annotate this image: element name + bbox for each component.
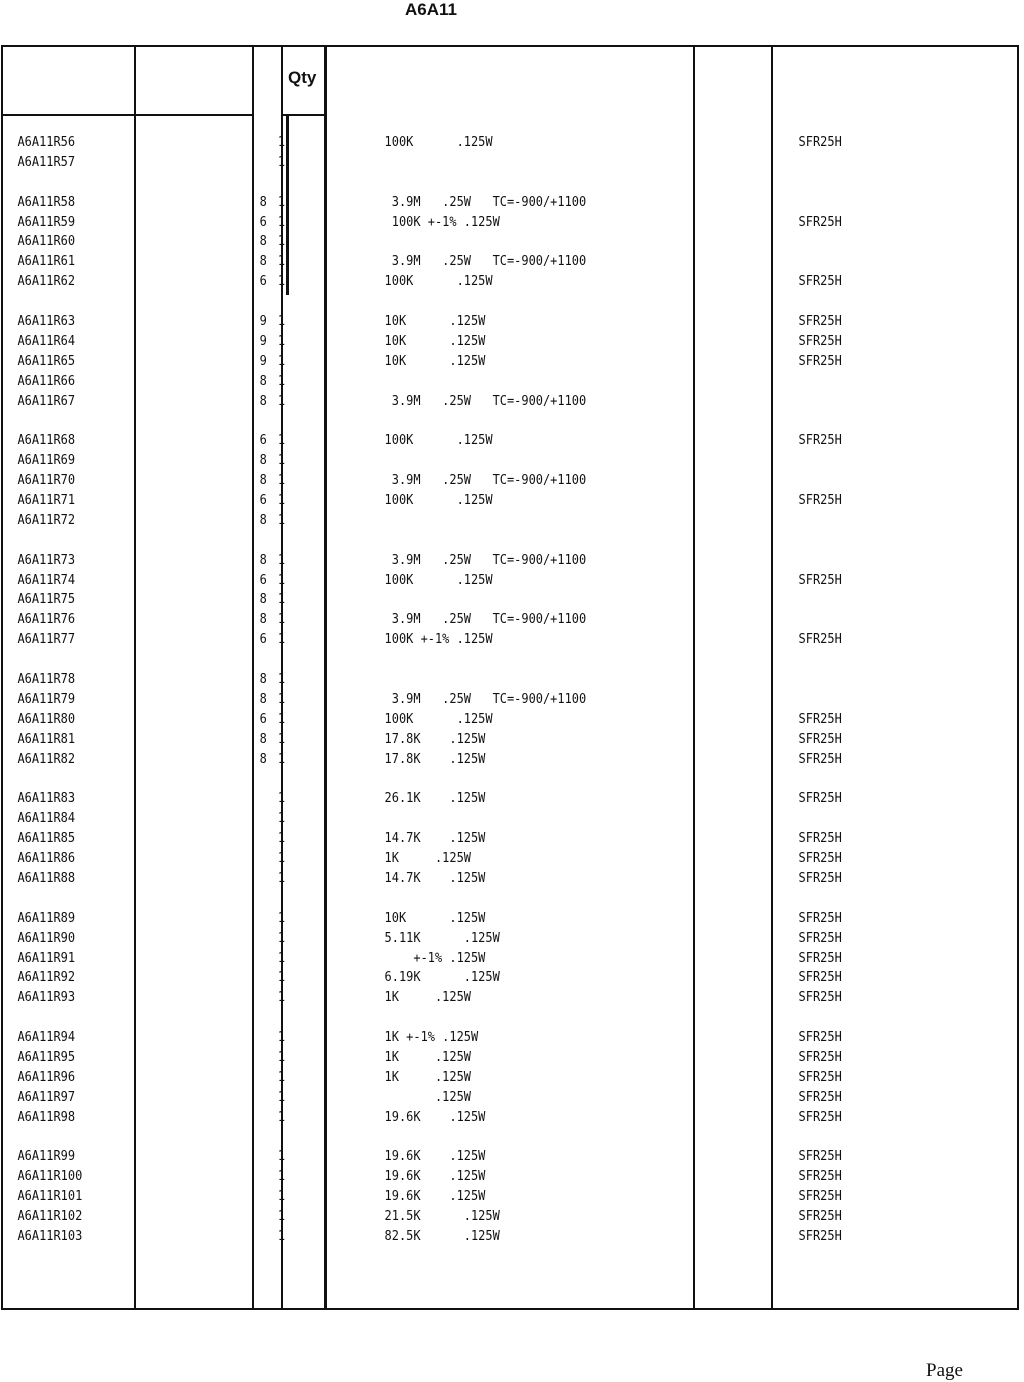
mfr-part-number: SFR25H [798,433,842,449]
mfr-part-number: SFR25H [798,711,842,727]
ref-designator: A6A11R72 [17,512,76,528]
description: 1K +-1% .125W [384,1030,479,1046]
ref-designator: A6A11R90 [17,930,76,946]
mfr-part-number: SFR25H [798,1089,842,1105]
quantity: 1 [277,254,286,270]
ref-designator: A6A11R64 [17,333,76,349]
header-rule [3,114,252,116]
table-row [0,590,942,610]
quantity: 1 [277,453,286,469]
table-row [0,988,942,1008]
mfr-part-number: SFR25H [798,910,842,926]
ref-designator: A6A11R65 [17,353,76,369]
description: 82.5K .125W [384,1228,500,1244]
description: 14.7K .125W [384,831,486,847]
quantity: 1 [277,990,286,1006]
check-digit: 8 [259,373,267,389]
check-digit: 8 [259,672,267,688]
table-row [0,312,942,332]
quantity: 1 [277,552,286,568]
quantity: 1 [277,791,286,807]
check-digit: 6 [259,433,267,449]
quantity: 1 [277,592,286,608]
table-row [0,1028,942,1048]
quantity: 1 [277,234,286,250]
table-row [0,431,942,451]
parts-list [0,133,1024,1247]
ref-designator: A6A11R74 [17,572,76,588]
ref-designator: A6A11R77 [17,632,76,648]
check-digit: 8 [259,393,267,409]
check-digit: 8 [259,254,267,270]
mfr-part-number: SFR25H [798,1189,842,1205]
check-digit: 6 [259,711,267,727]
description: 10K .125W [384,314,486,330]
ref-designator: A6A11R81 [17,731,76,747]
table-row [0,1227,942,1247]
table-row [0,690,942,710]
ref-designator: A6A11R56 [17,135,76,150]
ref-designator: A6A11R63 [17,314,76,330]
quantity: 1 [277,811,286,827]
description: +-1% .125W [384,950,486,966]
mfr-part-number: SFR25H [798,1109,842,1125]
check-digit: 6 [259,572,267,588]
quantity: 1 [277,970,286,986]
description: 3.9M .25W TC=-900/+1100 [384,612,587,628]
quantity: 1 [277,393,286,409]
description: 3.9M .25W TC=-900/+1100 [384,473,587,489]
table-row [0,133,942,153]
description: 100K +-1% .125W [384,214,500,230]
ref-designator: A6A11R57 [17,154,76,170]
quantity: 1 [277,1030,286,1046]
table-row [0,949,942,969]
table-row [0,770,942,790]
mfr-part-number: SFR25H [798,314,842,330]
table-row [0,610,942,630]
mfr-part-number: SFR25H [798,1169,842,1185]
check-digit: 8 [259,592,267,608]
quantity: 1 [277,851,286,867]
ref-designator: A6A11R69 [17,453,76,469]
ref-designator: A6A11R91 [17,950,76,966]
table-row [0,1008,942,1028]
table-row [0,292,942,312]
quantity: 1 [277,870,286,886]
ref-designator: A6A11R94 [17,1030,76,1046]
table-row [0,571,942,591]
quantity: 1 [277,1109,286,1125]
ref-designator: A6A11R84 [17,811,76,827]
mfr-part-number: SFR25H [798,1228,842,1244]
quantity: 1 [277,154,286,170]
mfr-part-number: SFR25H [798,493,842,509]
check-digit: 8 [259,751,267,767]
description: 100K .125W [384,572,493,588]
mfr-part-number: SFR25H [798,950,842,966]
description: 19.6K .125W [384,1149,486,1165]
description: 17.8K .125W [384,751,486,767]
page-title: A6A11 [405,0,457,19]
table-row [0,392,942,412]
check-digit: 9 [259,333,267,349]
table-row [0,750,942,770]
mfr-part-number: SFR25H [798,870,842,886]
table-row [0,1147,942,1167]
ref-designator: A6A11R100 [17,1169,83,1185]
description: 100K .125W [384,493,493,509]
description: 10K .125W [384,910,486,926]
check-digit: 8 [259,234,267,250]
table-row [0,789,942,809]
table-row [0,531,942,551]
description: 6.19K .125W [384,970,500,986]
table-row [0,252,942,272]
quantity: 1 [277,672,286,688]
quantity: 1 [277,950,286,966]
description: 14.7K .125W [384,870,486,886]
quantity: 1 [277,274,286,290]
ref-designator: A6A11R96 [17,1069,76,1085]
ref-designator: A6A11R76 [17,612,76,628]
description: 3.9M .25W TC=-900/+1100 [384,552,587,568]
qty-column-header: Qty [288,68,317,87]
table-row [0,829,942,849]
description: 100K .125W [384,711,493,727]
mfr-part-number: SFR25H [798,831,842,847]
quantity: 1 [277,473,286,489]
mfr-part-number: SFR25H [798,1030,842,1046]
mfr-part-number: SFR25H [798,353,842,369]
description: 26.1K .125W [384,791,486,807]
table-row [0,411,942,431]
quantity: 1 [277,135,286,150]
check-digit: 6 [259,214,267,230]
table-row [0,1128,942,1148]
quantity: 1 [277,691,286,707]
ref-designator: A6A11R83 [17,791,76,807]
description: 1K .125W [384,1049,471,1065]
ref-designator: A6A11R88 [17,870,76,886]
quantity: 1 [277,910,286,926]
description: 5.11K .125W [384,930,500,946]
table-row [0,511,942,531]
ref-designator: A6A11R98 [17,1109,76,1125]
ref-designator: A6A11R67 [17,393,76,409]
table-row [0,173,942,193]
ref-designator: A6A11R99 [17,1149,76,1165]
quantity: 1 [277,333,286,349]
mfr-part-number: SFR25H [798,274,842,290]
table-row [0,670,942,690]
table-row [0,809,942,829]
ref-designator: A6A11R82 [17,751,76,767]
quantity: 1 [277,493,286,509]
table-row [0,730,942,750]
ref-designator: A6A11R80 [17,711,76,727]
ref-designator: A6A11R92 [17,970,76,986]
ref-designator: A6A11R85 [17,831,76,847]
check-digit: 6 [259,274,267,290]
table-row [0,153,942,173]
description: 1K .125W [384,990,471,1006]
mfr-part-number: SFR25H [798,1069,842,1085]
mfr-part-number: SFR25H [798,990,842,1006]
ref-designator: A6A11R66 [17,373,76,389]
check-digit: 8 [259,612,267,628]
ref-designator: A6A11R86 [17,851,76,867]
description: 10K .125W [384,353,486,369]
description: 100K +-1% .125W [384,632,493,648]
mfr-part-number: SFR25H [798,333,842,349]
ref-designator: A6A11R103 [17,1228,83,1244]
check-digit: 8 [259,731,267,747]
quantity: 1 [277,373,286,389]
table-row [0,1187,942,1207]
mfr-part-number: SFR25H [798,970,842,986]
table-row [0,1088,942,1108]
ref-designator: A6A11R79 [17,691,76,707]
quantity: 1 [277,353,286,369]
ref-designator: A6A11R75 [17,592,76,608]
ref-designator: A6A11R58 [17,194,76,210]
check-digit: 9 [259,314,267,330]
check-digit: 8 [259,194,267,210]
mfr-part-number: SFR25H [798,1049,842,1065]
check-digit: 9 [259,353,267,369]
description: 19.6K .125W [384,1169,486,1185]
description: 1K .125W [384,1069,471,1085]
mfr-part-number: SFR25H [798,731,842,747]
check-digit: 6 [259,493,267,509]
ref-designator: A6A11R59 [17,214,76,230]
table-row [0,1068,942,1088]
ref-designator: A6A11R62 [17,274,76,290]
quantity: 1 [277,1189,286,1205]
ref-designator: A6A11R71 [17,493,76,509]
quantity: 1 [277,1149,286,1165]
quantity: 1 [277,711,286,727]
description: 10K .125W [384,333,486,349]
description: 1K .125W [384,851,471,867]
description: 100K .125W [384,433,493,449]
table-row [0,352,942,372]
table-row [0,710,942,730]
ref-designator: A6A11R93 [17,990,76,1006]
quantity: 1 [277,1209,286,1225]
ref-designator: A6A11R102 [17,1209,83,1225]
table-row [0,451,942,471]
ref-designator: A6A11R97 [17,1089,76,1105]
quantity: 1 [277,731,286,747]
table-row [0,630,942,650]
table-row [0,1108,942,1128]
table-row [0,1207,942,1227]
description: 100K .125W [384,274,493,290]
table-row [0,372,942,392]
table-row [0,889,942,909]
ref-designator: A6A11R78 [17,672,76,688]
ref-designator: A6A11R60 [17,234,76,250]
table-row [0,968,942,988]
mfr-part-number: SFR25H [798,214,842,230]
mfr-part-number: SFR25H [798,751,842,767]
description: 21.5K .125W [384,1209,500,1225]
table-row [0,551,942,571]
check-digit: 8 [259,552,267,568]
ref-designator: A6A11R68 [17,433,76,449]
mfr-part-number: SFR25H [798,791,842,807]
header-rule [282,114,324,116]
table-row [0,471,942,491]
ref-designator: A6A11R73 [17,552,76,568]
table-row [0,929,942,949]
table-row [0,869,942,889]
quantity: 1 [277,1089,286,1105]
quantity: 1 [277,194,286,210]
quantity: 1 [277,1228,286,1244]
check-digit: 6 [259,632,267,648]
mfr-part-number: SFR25H [798,572,842,588]
check-digit: 8 [259,453,267,469]
quantity: 1 [277,930,286,946]
description: 19.6K .125W [384,1109,486,1125]
quantity: 1 [277,1049,286,1065]
quantity: 1 [277,632,286,648]
quantity: 1 [277,512,286,528]
table-row [0,332,942,352]
description: 3.9M .25W TC=-900/+1100 [384,194,587,210]
quantity: 1 [277,751,286,767]
mfr-part-number: SFR25H [798,1209,842,1225]
check-digit: 8 [259,473,267,489]
check-digit: 8 [259,512,267,528]
description: 100K .125W [384,135,493,150]
table-row [0,849,942,869]
table-row [0,272,942,292]
table-row [0,1167,942,1187]
ref-designator: A6A11R101 [17,1189,83,1205]
description: 3.9M .25W TC=-900/+1100 [384,254,587,270]
table-row [0,650,942,670]
page-footer-label: Page [926,1360,963,1381]
mfr-part-number: SFR25H [798,1149,842,1165]
quantity: 1 [277,214,286,230]
description: 17.8K .125W [384,731,486,747]
check-digit: 8 [259,691,267,707]
table-row [0,232,942,252]
quantity: 1 [277,572,286,588]
table-row [0,1048,942,1068]
ref-designator: A6A11R61 [17,254,76,270]
table-row [0,193,942,213]
quantity: 1 [277,1069,286,1085]
mfr-part-number: SFR25H [798,930,842,946]
ref-designator: A6A11R89 [17,910,76,926]
table-row [0,213,942,233]
ref-designator: A6A11R95 [17,1049,76,1065]
mfr-part-number: SFR25H [798,632,842,648]
mfr-part-number: SFR25H [798,135,842,150]
ref-designator: A6A11R70 [17,473,76,489]
quantity: 1 [277,831,286,847]
description: 19.6K .125W [384,1189,486,1205]
table-row [0,491,942,511]
mfr-part-number: SFR25H [798,851,842,867]
description: 3.9M .25W TC=-900/+1100 [384,393,587,409]
quantity: 1 [277,314,286,330]
quantity: 1 [277,1169,286,1185]
quantity: 1 [277,612,286,628]
description: 3.9M .25W TC=-900/+1100 [384,691,587,707]
table-row [0,909,942,929]
description: .125W [384,1089,471,1105]
quantity: 1 [277,433,286,449]
